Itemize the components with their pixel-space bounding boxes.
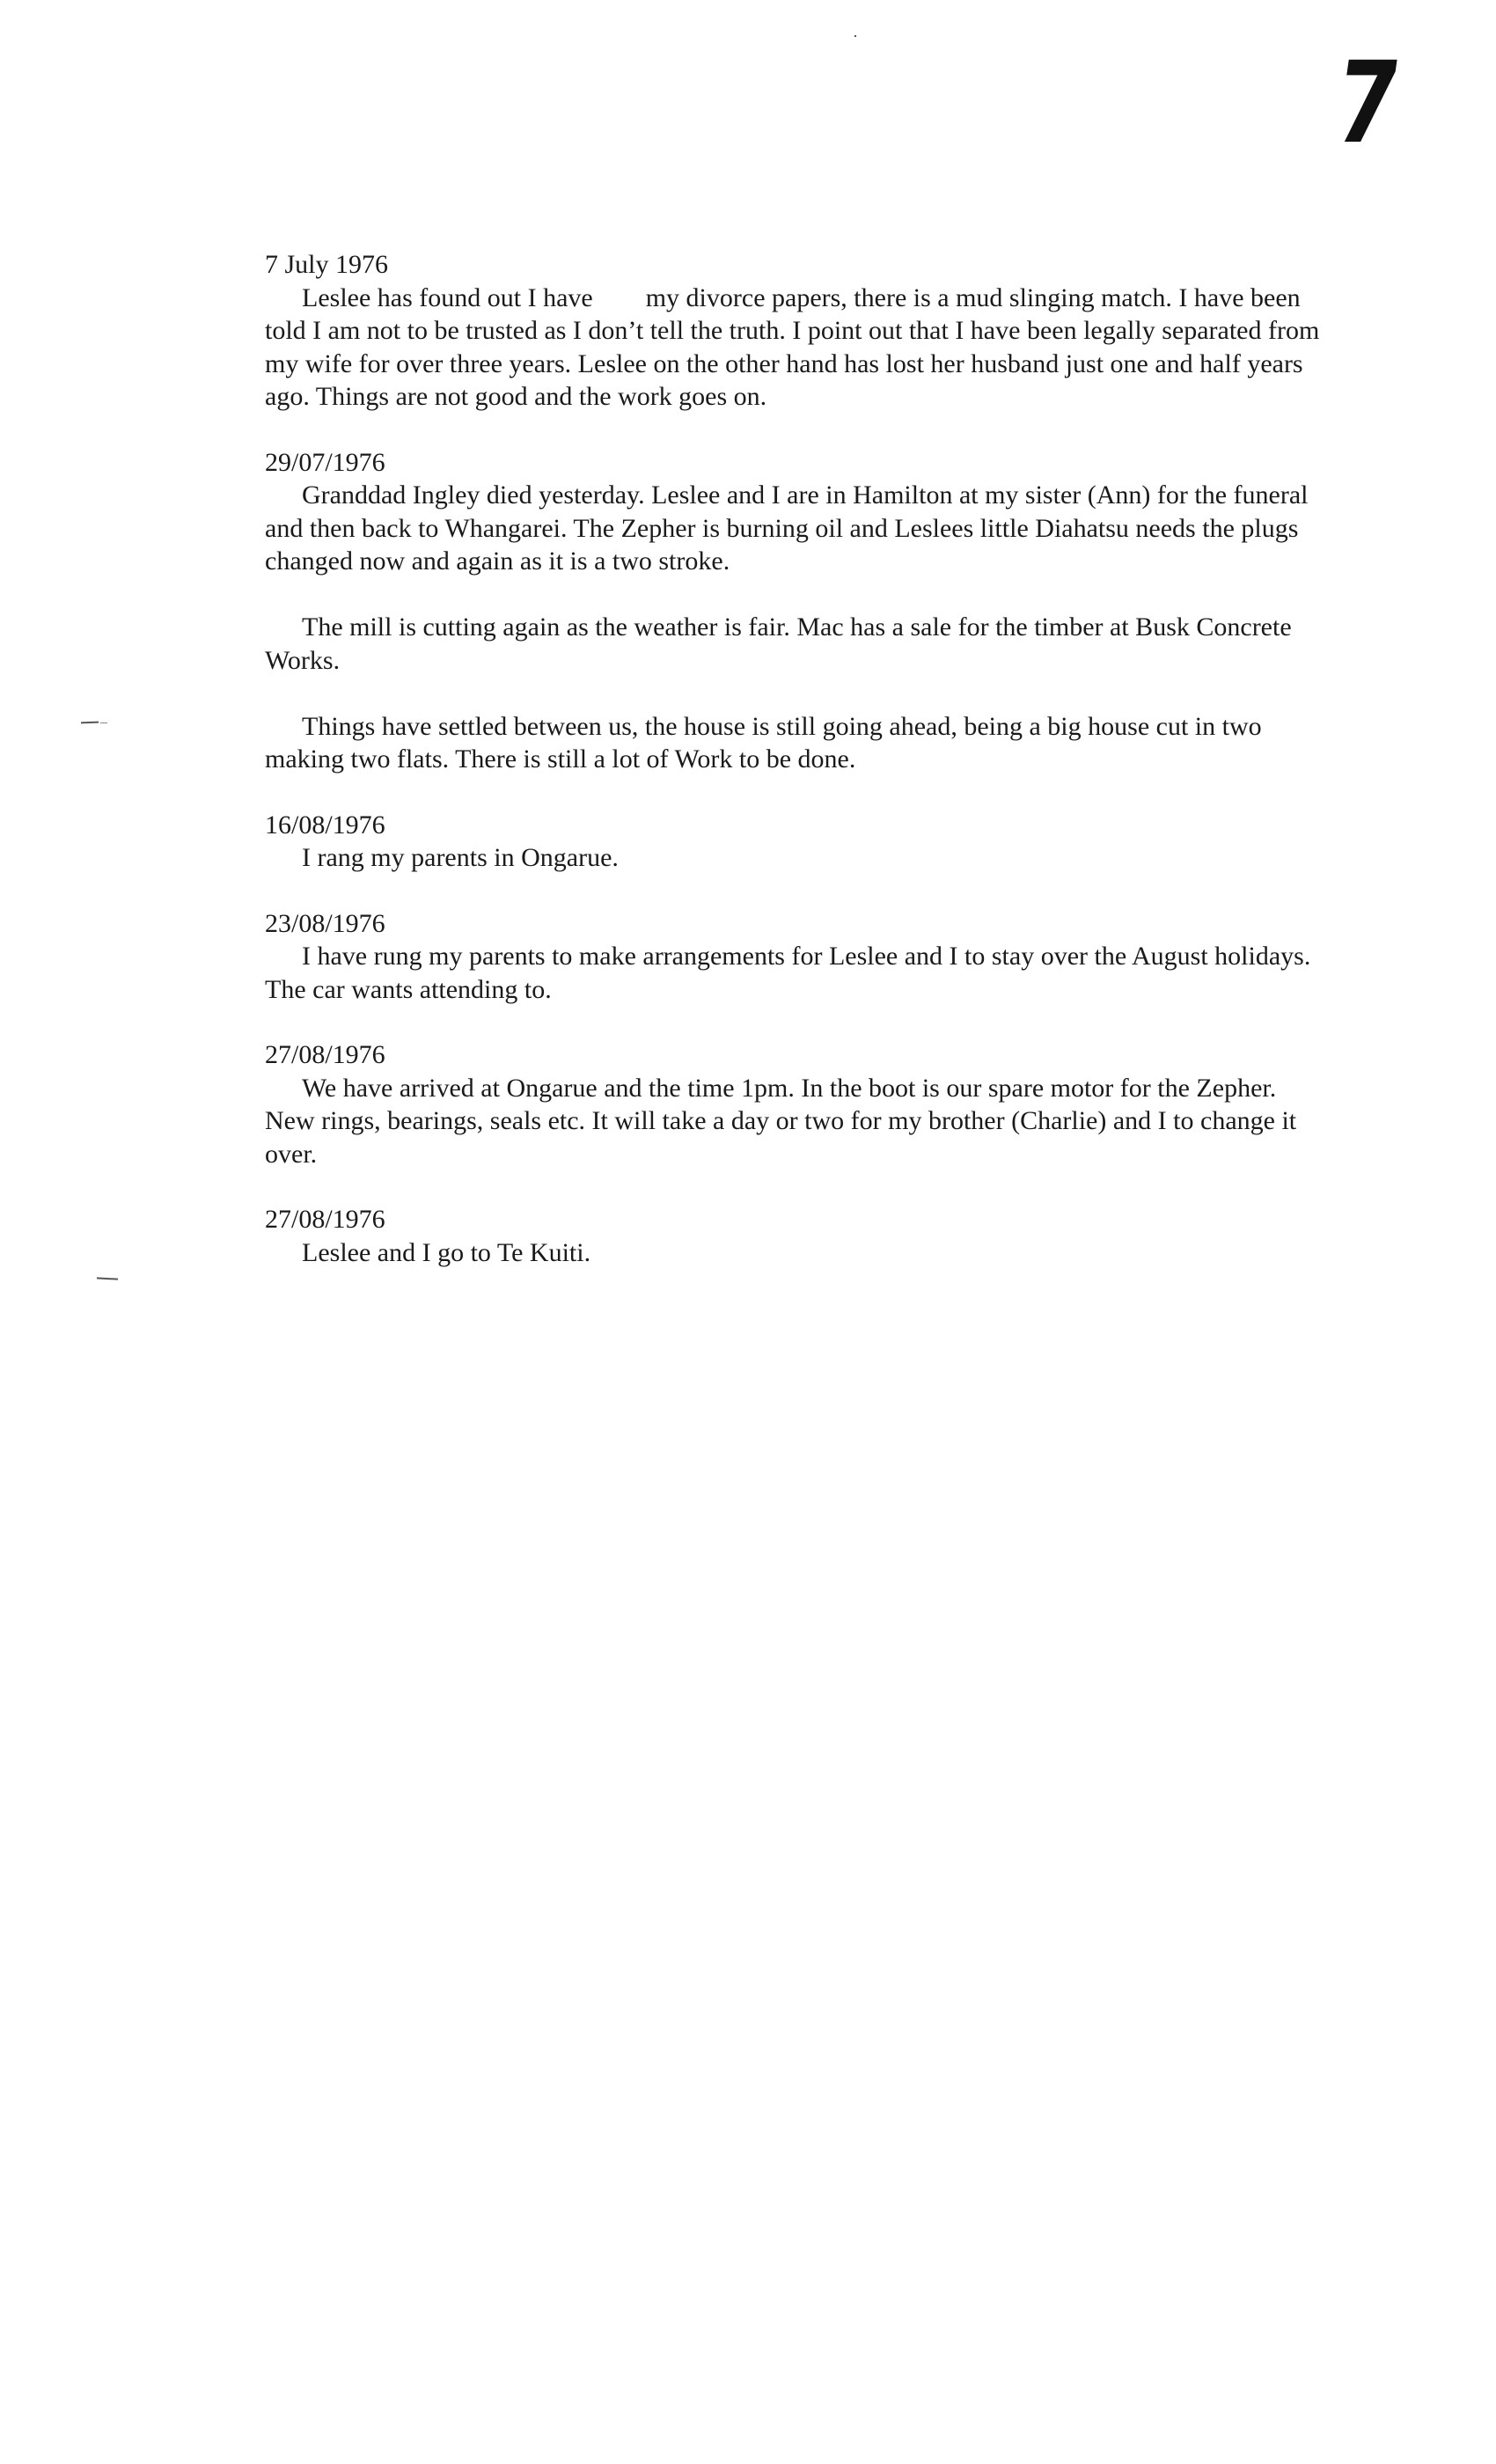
- entry-date: 27/08/1976: [265, 1040, 385, 1069]
- entry-paragraph: Granddad Ingley died yesterday. Leslee and I are in Hamilton at my sister (Ann) for the funeral and then back to Whangarei. The Zepher is burning oil and Leslees little Diahatsu needs the plugs changed now and again as it is a two stroke.: [265, 480, 1315, 576]
- scan-speck: [81, 722, 99, 724]
- journal-entry: [265, 907, 1321, 1007]
- journal-body: [265, 248, 1326, 1302]
- entry-paragraph: I have rung my parents to make arrangements for Leslee and I to stay over the August holidays. The car wants attending to.: [265, 942, 1317, 1004]
- entry-date: 16/08/1976: [265, 810, 385, 840]
- entry-paragraph: Things have settled between us, the house is still going ahead, being a big house cut in two making two flats. There is still a lot of Work to be done.: [265, 711, 1269, 774]
- scan-speck: [100, 722, 107, 723]
- journal-entry: [265, 248, 1326, 414]
- page-number: 7: [1327, 38, 1408, 169]
- scan-speck: [97, 1277, 118, 1280]
- scan-speck: [854, 35, 856, 37]
- entry-paragraph: Leslee has found out I have my divorce papers, there is a mud slinging match. I have been told I am not to be trusted as I don’t tell the truth. I point out that I have been legally separated from my wife for over three years. Leslee on the other hand has lost her husband just one and half years ago. Things are not good and the work goes on.: [265, 282, 1326, 411]
- journal-entry: [265, 446, 1321, 776]
- entry-paragraph: Leslee and I go to Te Kuiti.: [302, 1237, 591, 1267]
- entry-date: 7 July 1976: [265, 250, 389, 279]
- entry-paragraph: I rang my parents in Ongarue.: [302, 843, 619, 872]
- entry-paragraph: The mill is cutting again as the weather is fair. Mac has a sale for the timber at Busk Concrete Works.: [265, 612, 1298, 675]
- journal-entry: [265, 809, 1321, 875]
- journal-entry: [265, 1038, 1321, 1170]
- entry-date: 27/08/1976: [265, 1205, 385, 1234]
- entry-paragraph: We have arrived at Ongarue and the time 1pm. In the boot is our spare motor for the Zepher. New rings, bearings, seals etc. It will take a day or two for my brother (Charlie) and I to change it over.: [265, 1073, 1303, 1169]
- entry-date: 29/07/1976: [265, 447, 385, 477]
- entry-date: 23/08/1976: [265, 908, 385, 938]
- journal-entry: [265, 1203, 1321, 1269]
